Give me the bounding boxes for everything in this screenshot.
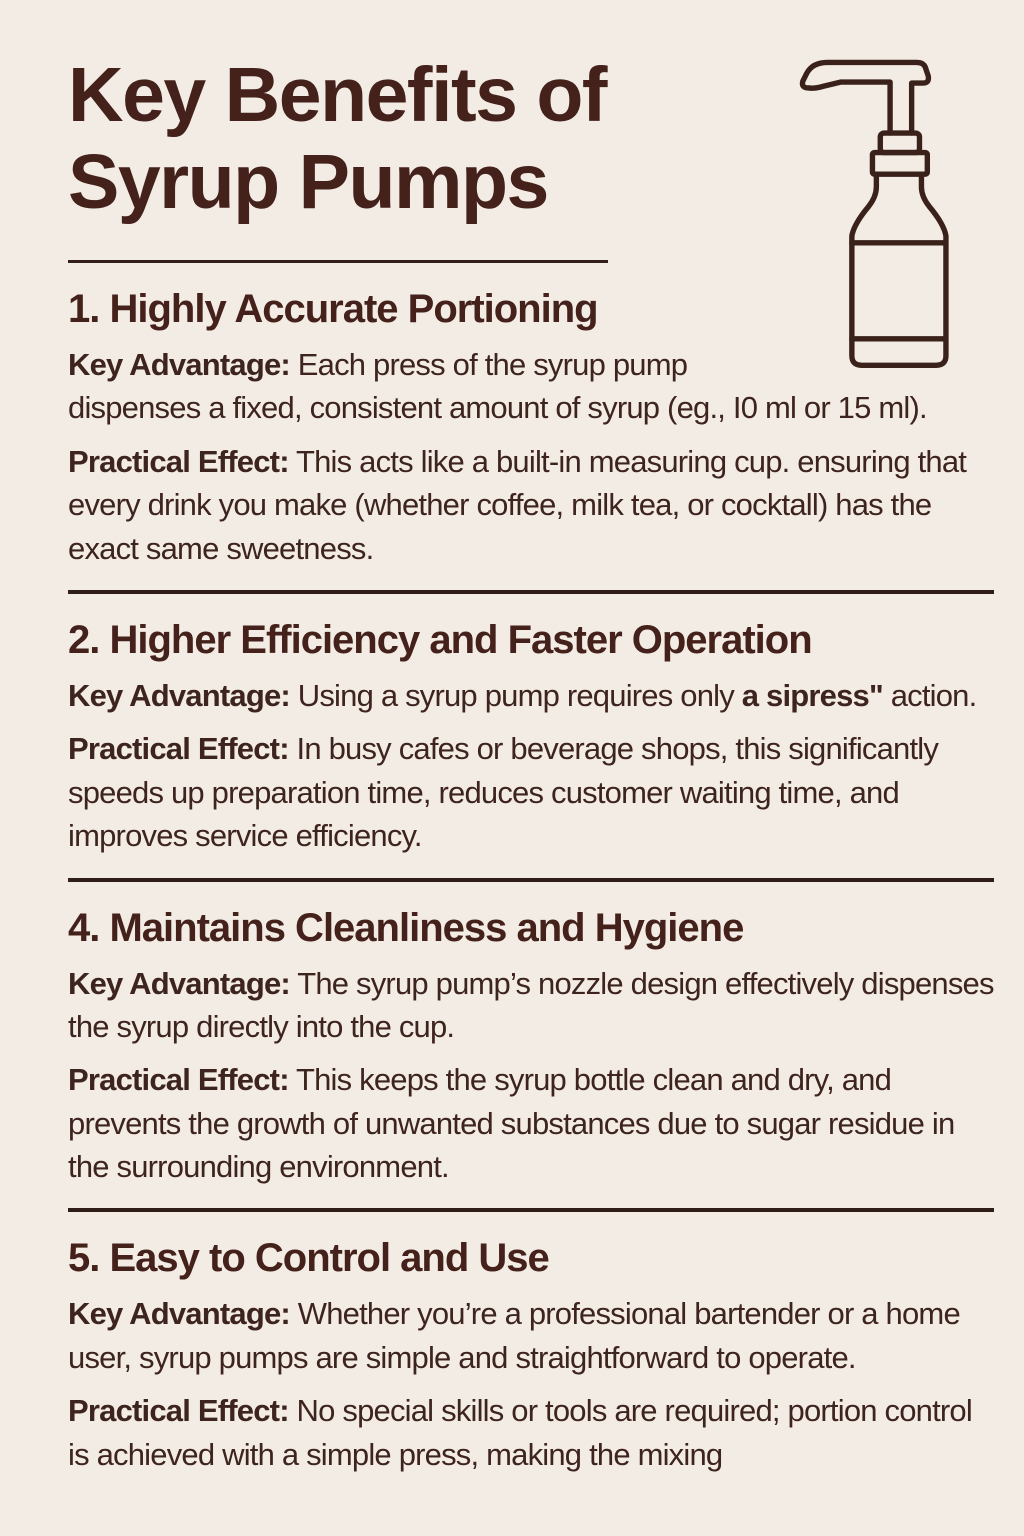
practical-effect-text: No special skills or tools are required; portion control is achieved with a simple press, making the mixing [68,1393,972,1472]
page-title-line2: Syrup Pumps [68,139,548,225]
pump-spout [802,62,928,133]
section-heading: 4. Maintains Cleanliness and Hygiene [68,905,744,950]
page-title-line1: Key Benefits of [68,52,607,138]
section-divider [68,590,994,594]
pump-collar-small [880,133,919,153]
key-advantage-label: Key Advantage: [68,1296,290,1332]
benefit-section-2 [68,618,994,858]
key-advantage-bold-text: a sipress" [741,677,883,713]
section-heading: 5. Easy to Control and Use [68,1236,549,1281]
practical-effect-text: This acts like a built-in measuring cup. ensuring that every drink you make (whether coffee, milk tea, or cocktall) has the exact same sweetness. [68,443,967,566]
key-advantage-label: Key Advantage: [68,965,290,1001]
practical-effect-text: This keeps the syrup bottle clean and dry, and prevents the growth of unwanted substances due to sugar residue in the surrounding environment. [68,1062,955,1185]
practical-effect-paragraph [68,1389,994,1476]
key-advantage-paragraph [68,1292,994,1379]
practical-effect-label: Practical Effect: [68,1393,289,1429]
syrup-pump-bottle-icon [796,36,992,378]
section-divider [68,878,994,882]
pump-collar-wide [872,153,927,175]
key-advantage-text: Whether you’re a professional bartender or a home user, syrup pumps are simple and straightforward to operate. [68,1296,960,1375]
title-divider [68,260,608,263]
practical-effect-paragraph [68,440,994,570]
key-advantage-text: The syrup pump’s nozzle design effectively dispenses the syrup directly into the cup. [68,965,994,1044]
benefit-section-4 [68,906,994,1189]
practical-effect-paragraph [68,727,994,857]
key-advantage-label: Key Advantage: [68,347,290,382]
key-advantage-paragraph [68,962,994,1049]
practical-effect-label: Practical Effect: [68,1062,289,1098]
section-heading: 2. Higher Efficiency and Faster Operation [68,617,812,662]
practical-effect-label: Practical Effect: [68,443,289,479]
practical-effect-text: In busy cafes or beverage shops, this significantly speeds up preparation time, reduces customer waiting time, and improves service efficiency. [68,731,939,854]
key-advantage-label: Key Advantage: [68,677,290,713]
practical-effect-label: Practical Effect: [68,731,289,767]
key-advantage-text: Using a syrup pump requires only [289,677,742,713]
key-advantage-text: Each press of the syrup pump dispenses a fixed, consistent amount of syrup (eg., I0 ml or 15 ml). [68,347,927,426]
practical-effect-paragraph [68,1058,994,1188]
section-divider [68,1208,994,1212]
key-advantage-paragraph [68,674,994,717]
section-heading: 1. Highly Accurate Portioning [68,287,598,331]
key-advantage-text-end: action. [882,677,977,713]
benefit-section-5 [68,1236,994,1476]
